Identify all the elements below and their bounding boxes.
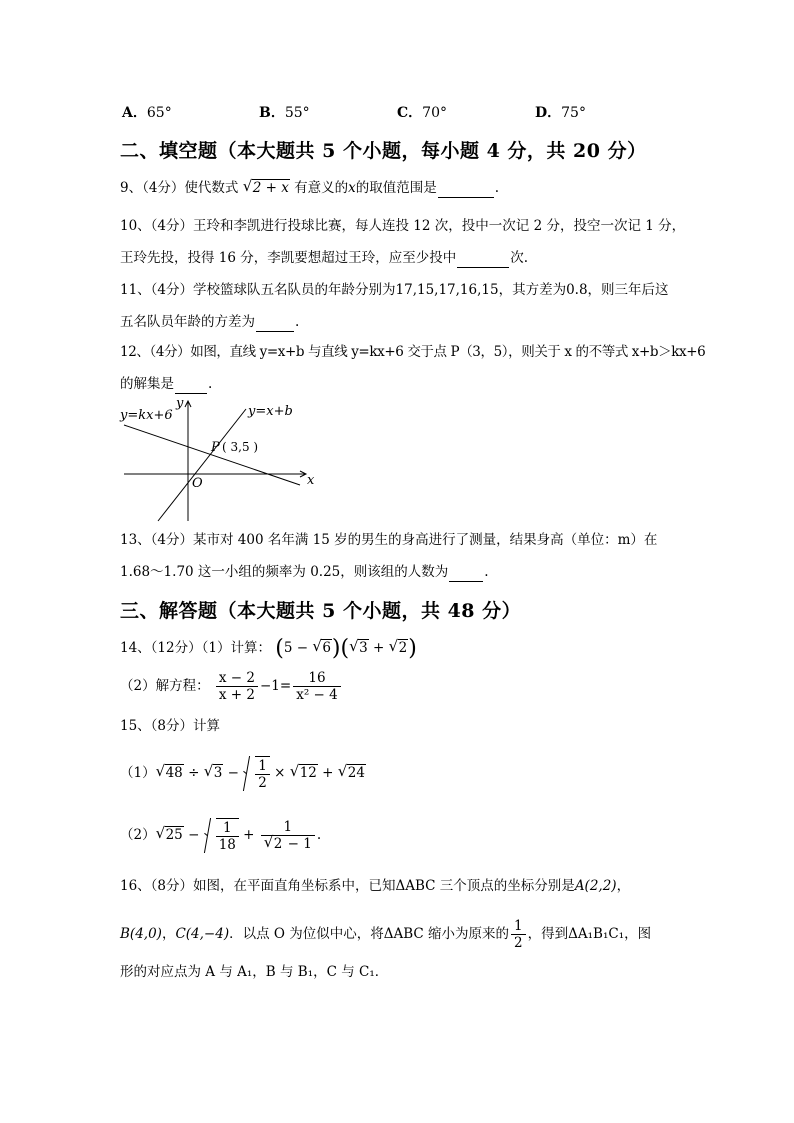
paren-close: ) bbox=[408, 636, 417, 661]
radicand: 2 bbox=[398, 640, 408, 656]
operator: ÷ bbox=[183, 765, 204, 781]
label-line-x-plus-b: y=x+b bbox=[248, 404, 293, 419]
q14-sqrt-2 bbox=[389, 638, 409, 658]
q11-suffix: . bbox=[295, 314, 300, 330]
answer-blank[interactable] bbox=[438, 182, 494, 198]
section-2-title: 二、填空题（本大题共 5 个小题，每小题 4 分，共 20 分） bbox=[120, 140, 647, 162]
numerator: 1 bbox=[261, 819, 315, 836]
sqrt-48 bbox=[156, 763, 184, 783]
section-3-title: 三、解答题（本大题共 5 个小题，共 48 分） bbox=[120, 600, 522, 622]
q12-text: 的解集是 bbox=[120, 376, 174, 392]
option-letter: B． bbox=[259, 105, 285, 121]
q9-var: x bbox=[348, 180, 356, 196]
question-12-line1: 12、（4分）如图，直线 y=x+b 与直线 y=kx+6 交于点 P（3，5），则关于 x 的不等式 x+b＞kx+6 bbox=[120, 344, 706, 360]
q10-suffix: 次. bbox=[510, 250, 529, 266]
q14-sqrt-6 bbox=[312, 638, 332, 658]
radicand: 24 bbox=[347, 765, 365, 781]
question-13-line1: 13、（4分）某市对 400 名年满 15 岁的男生的身高进行了测量，结果身高（单位：m）在 bbox=[120, 532, 658, 548]
question-9 bbox=[120, 178, 499, 198]
question-15-part2 bbox=[120, 818, 321, 853]
question-10-line2 bbox=[120, 248, 528, 268]
q16-sep: ， bbox=[161, 926, 176, 942]
answer-blank[interactable] bbox=[449, 566, 483, 582]
paren-open: ( bbox=[340, 636, 350, 661]
radicand: 25 bbox=[165, 827, 183, 843]
paren-open: ( bbox=[275, 636, 284, 661]
radicand: 6 bbox=[322, 640, 331, 656]
fraction-rhs bbox=[293, 670, 341, 703]
label-x-axis: x bbox=[307, 473, 315, 488]
option-letter: C． bbox=[397, 105, 423, 121]
radicand: 12 bbox=[299, 765, 317, 781]
label-line-kx-plus-6: y=kx+6 bbox=[120, 408, 173, 423]
denominator bbox=[261, 836, 315, 852]
label-point-p: P bbox=[211, 440, 220, 455]
denominator-tail: − 1 bbox=[283, 836, 312, 852]
question-12-line2 bbox=[120, 374, 212, 394]
q13-text: 1.68～1.70 这一小组的频率为 0.25，则该组的人数为 bbox=[120, 564, 449, 580]
question-11-line1: 11、（4分）学校篮球队五名队员的年龄分别为17,15,17,16,15，其方差为0.8，则三年后这 bbox=[120, 282, 669, 298]
line-x-plus-b bbox=[158, 409, 246, 521]
sqrt-3 bbox=[204, 763, 224, 783]
line-kx-plus-6 bbox=[124, 425, 300, 485]
q9-prefix: 9、（4分）使代数式 bbox=[120, 180, 239, 196]
question-14-part2 bbox=[120, 670, 343, 703]
q9-end: . bbox=[494, 180, 500, 196]
label-point-coords: ( 3,5 ) bbox=[222, 440, 259, 454]
radicand: 3 bbox=[359, 640, 368, 656]
sqrt-24 bbox=[338, 763, 366, 783]
operator: −1= bbox=[260, 678, 292, 694]
point-c: C(4,−4) bbox=[175, 926, 230, 942]
sqrt-12 bbox=[290, 763, 318, 783]
numerator: 1 bbox=[511, 918, 526, 935]
fraction-lhs bbox=[216, 670, 258, 703]
q14-term: 5 − bbox=[283, 640, 313, 656]
question-16-line1 bbox=[120, 876, 630, 896]
q9-middle: 有意义的 bbox=[294, 180, 349, 196]
option-letter: D． bbox=[535, 105, 562, 121]
q10-text: 王玲先投，投得 16 分，李凯要想超过王玲，应至少投中 bbox=[120, 250, 457, 266]
part-label: （2） bbox=[120, 827, 156, 843]
operator: − bbox=[223, 765, 244, 781]
radicand: 3 bbox=[213, 765, 223, 781]
q9-radical bbox=[243, 178, 290, 198]
q9-suffix: 的取值范围是 bbox=[355, 180, 437, 196]
option-value: 65° bbox=[146, 105, 172, 121]
operator: + bbox=[238, 827, 259, 843]
label-y-axis: y bbox=[176, 396, 184, 411]
question-11-line2 bbox=[120, 312, 299, 332]
q13-suffix: . bbox=[484, 564, 489, 580]
q14-part2-label: （2）解方程： bbox=[120, 678, 210, 694]
fraction bbox=[255, 756, 270, 791]
q12-suffix: . bbox=[208, 376, 213, 392]
option-c bbox=[397, 102, 447, 122]
question-10-line1: 10、（4分）王玲和李凯进行投球比赛，每人连投 12 次，投中一次记 2 分，投空一次记 1 分， bbox=[120, 218, 686, 234]
denominator: 2 bbox=[514, 935, 523, 951]
numerator: 1 bbox=[216, 820, 239, 837]
question-13-line2 bbox=[120, 562, 489, 582]
q16-text: ．以点 O 为位似中心，将ΔABC 缩小为原来的 bbox=[229, 926, 510, 942]
option-d bbox=[535, 102, 586, 122]
option-a bbox=[122, 102, 172, 122]
q16-comma: ， bbox=[616, 878, 631, 894]
label-origin: O bbox=[192, 476, 203, 491]
denominator: 2 bbox=[258, 775, 267, 791]
sqrt-2 bbox=[264, 836, 284, 852]
option-value: 55° bbox=[284, 105, 310, 121]
q16-text-end: ，得到ΔA₁B₁C₁，图 bbox=[527, 926, 652, 942]
numerator: 16 bbox=[293, 670, 341, 687]
denominator: 18 bbox=[218, 837, 236, 853]
part-label: （1） bbox=[120, 765, 156, 781]
question-16-line3: 形的对应点为 A 与 A₁，B 与 B₁，C 与 C₁． bbox=[120, 964, 389, 980]
question-15-title: 15、（8分）计算 bbox=[120, 718, 221, 734]
sqrt-half bbox=[243, 756, 270, 791]
operator: − bbox=[183, 827, 204, 843]
question-14-part1 bbox=[120, 638, 417, 659]
operator: × bbox=[269, 765, 290, 781]
option-value: 70° bbox=[422, 105, 447, 121]
question-16-line2 bbox=[120, 918, 651, 951]
question-15-part1 bbox=[120, 756, 366, 791]
option-letter: A． bbox=[122, 105, 147, 121]
answer-blank[interactable] bbox=[256, 316, 294, 332]
point-b: B(4,0) bbox=[120, 926, 162, 942]
fraction bbox=[216, 818, 239, 853]
period: . bbox=[316, 827, 322, 843]
paren-close: ) bbox=[331, 636, 341, 661]
denominator: x + 2 bbox=[218, 687, 255, 703]
fraction bbox=[261, 819, 315, 852]
operator: + bbox=[317, 765, 338, 781]
option-b bbox=[259, 102, 310, 122]
sqrt-one-eighteenth bbox=[204, 818, 239, 853]
answer-blank[interactable] bbox=[457, 252, 509, 268]
point-a: A(2,2) bbox=[574, 878, 617, 894]
q14-sqrt-3 bbox=[349, 638, 369, 658]
q9-radicand: 2 + x bbox=[252, 180, 289, 196]
q16-text: 16、（8分）如图，在平面直角坐标系中，已知ΔABC 三个顶点的坐标分别是 bbox=[120, 878, 575, 894]
radicand: 48 bbox=[165, 765, 183, 781]
operator: + bbox=[368, 640, 389, 656]
answer-blank[interactable] bbox=[175, 378, 207, 394]
q14-prefix: 14、（12分）（1）计算： bbox=[120, 640, 271, 656]
sqrt-25 bbox=[156, 825, 184, 845]
fraction-half bbox=[511, 918, 526, 951]
option-value: 75° bbox=[561, 105, 586, 121]
numerator: 1 bbox=[255, 758, 270, 775]
q12-graph bbox=[118, 395, 328, 525]
numerator: x − 2 bbox=[216, 670, 258, 687]
q11-text: 五名队员年龄的方差为 bbox=[120, 314, 255, 330]
radicand: 2 bbox=[273, 836, 283, 852]
denominator: x² − 4 bbox=[296, 687, 338, 703]
